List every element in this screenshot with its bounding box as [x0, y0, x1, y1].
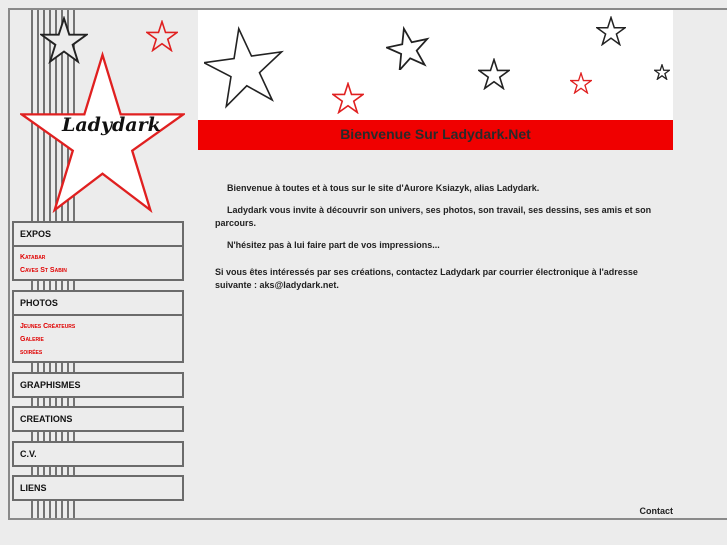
sidebar: [10, 10, 197, 520]
page-title: Bienvenue Sur Ladydark.Net: [340, 126, 531, 142]
feedback-paragraph: N'hésitez pas à lui faire part de vos impressions...: [227, 240, 440, 250]
star-red-icon: [146, 20, 178, 52]
star-red-icon: [570, 72, 592, 94]
menu-item-katabar[interactable]: Katabar: [20, 254, 46, 261]
menu-photos-title[interactable]: PHOTOS: [20, 298, 58, 308]
star-dark-icon: [478, 58, 510, 90]
menu-liens-title[interactable]: LIENS: [20, 483, 47, 493]
star-dark-icon: [386, 26, 430, 70]
menu-liens[interactable]: [12, 475, 184, 501]
menu-creations[interactable]: [12, 406, 184, 432]
menu-graphismes-title[interactable]: GRAPHISMES: [20, 380, 81, 390]
menu-creations-title[interactable]: CREATIONS: [20, 414, 73, 424]
menu-graphismes[interactable]: [12, 372, 184, 398]
intro-paragraph: Bienvenue à toutes et à tous sur le site d'Aurore Ksiazyk, alias Ladydark.: [227, 183, 540, 193]
star-red-icon: [332, 82, 364, 114]
menu-item-soirees[interactable]: soirées: [20, 349, 43, 356]
contact-paragraph: Si vous êtes intéressés par ses créations, contactez Ladydark par courrier électronique à l'adresse suivante : aks@ladydark.net.: [215, 267, 638, 290]
menu-expos: [12, 221, 184, 281]
menu-photos-items: [14, 314, 182, 361]
star-banner: [198, 10, 673, 120]
menu-expos-title[interactable]: EXPOS: [20, 229, 52, 239]
invite-paragraph: Ladydark vous invite à découvrir son univers, ses photos, son travail, ses dessins, ses amis et son parcours.: [215, 205, 652, 228]
page-frame: [8, 8, 727, 520]
main-content: [198, 150, 673, 520]
menu-expos-items: [14, 245, 182, 279]
menu-item-galerie[interactable]: Galerie: [20, 336, 44, 343]
menu-cv-title[interactable]: C.V.: [20, 449, 37, 459]
menu-photos: [12, 290, 184, 363]
menu-item-caves-st-sabin[interactable]: Caves St Sabin: [20, 267, 67, 274]
title-bar: [198, 120, 673, 150]
star-dark-icon: [204, 20, 284, 112]
contact-link[interactable]: Contact: [639, 506, 673, 516]
menu-item-jeunes-createurs[interactable]: Jeunes Créateurs: [20, 323, 76, 330]
star-dark-icon: [654, 64, 670, 80]
star-dark-icon: [596, 16, 626, 46]
menu-cv[interactable]: [12, 441, 184, 467]
site-logo[interactable]: Ladydark: [62, 114, 161, 136]
